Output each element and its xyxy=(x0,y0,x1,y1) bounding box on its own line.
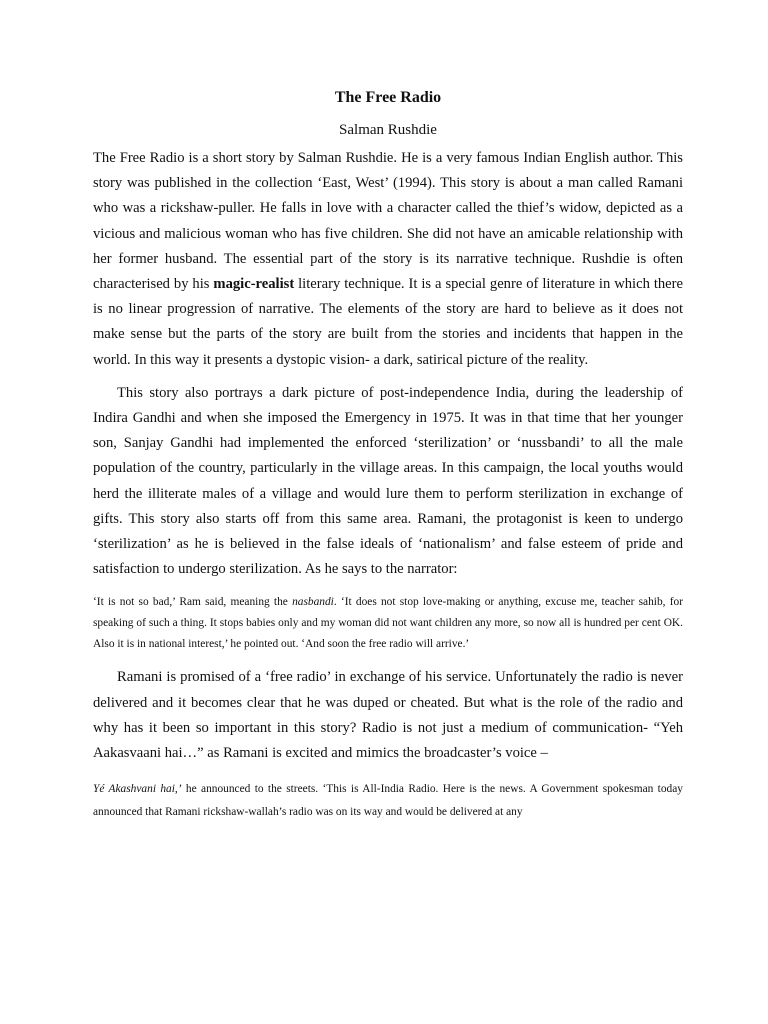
quote-nasbandi-text-a: ‘It is not so bad,’ Ram said, meaning the xyxy=(93,596,293,609)
paragraph-intro-text-b: literary technique. It is a special genre of literature in which there is no linear progression of narrative. The elements of the story are hard to believe as it does not make sense but the parts of the story are built from the stories and incidents that happen in the world. In this way it presents a dystopic vision- a dark, satirical picture of the reality. xyxy=(93,276,683,368)
quote-nasbandi-text-b: . ‘It does not stop love-making or anything, excuse me, teacher sahib, for speaking of such a thing. It stops babies only and my woman did not want children any more, so now all is hundred per cent OK. Also it is in national interest,’ he pointed out. ‘And soon the free radio will arrive.’ xyxy=(93,596,684,651)
nasbandi-italic: nasbandi xyxy=(292,596,334,609)
paragraph-intro-text-a: The Free Radio is a short story by Salman Rushdie. He is a very famous Indian English author. This story was published in the collection ‘East, West’ (1994). This story is about a man called Ramani who was a rickshaw-puller. He falls in love with a character called the thief’s widow, depicted as a vicious and malicious woman who has five children. She did not have an amicable relationship with her former husband. The essential part of the story is its narrative technique. Rushdie is often characterised by his xyxy=(93,150,683,293)
document-author: Salman Rushdie xyxy=(339,122,437,138)
paragraph-intro xyxy=(93,146,683,373)
akashvani-italic: Yé Akashvani hai,’ xyxy=(93,783,182,796)
paragraph-free-radio: Ramani is promised of a ‘free radio’ in exchange of his service. Unfortunately the radio is never delivered and it becomes clear that he was duped or cheated. But what is the role of the radio and why has it been so important in this story? Radio is not just a medium of communication- “Yeh Aakasvaani hai…” as Ramani is excited and mimics the broadcaster’s voice – xyxy=(93,669,683,762)
document-page xyxy=(93,84,683,824)
paragraph-emergency: This story also portrays a dark picture of post-independence India, during the leadership of Indira Gandhi and when she imposed the Emergency in 1975. It was in that time that her younger son, Sanjay Gandhi had implemented the enforced ‘sterilization’ or ‘nussbandi’ to all the male population of the country, particularly in the village areas. In this campaign, the local youths would herd the illiterate males of a village and would lure them to perform sterilization in exchange of gifts. This story also starts off from this same area. Ramani, the protagonist is keen to undergo ‘sterilization’ as he is believed in the false ideals of ‘nationalism’ and false esteem of pride and satisfaction to undergo sterilization. As he says to the narrator: xyxy=(93,384,683,578)
document-title: The Free Radio xyxy=(334,89,442,106)
block-quote-nasbandi xyxy=(93,592,683,655)
block-quote-akashvani xyxy=(93,778,683,824)
magic-realist-bold: magic-realist xyxy=(213,276,295,293)
quote-akashvani-text: he announced to the streets. ‘This is All-India Radio. Here is the news. A Government spokesman today announced that Ramani rickshaw-wallah’s radio was on its way and would be delivered at any xyxy=(93,783,683,819)
